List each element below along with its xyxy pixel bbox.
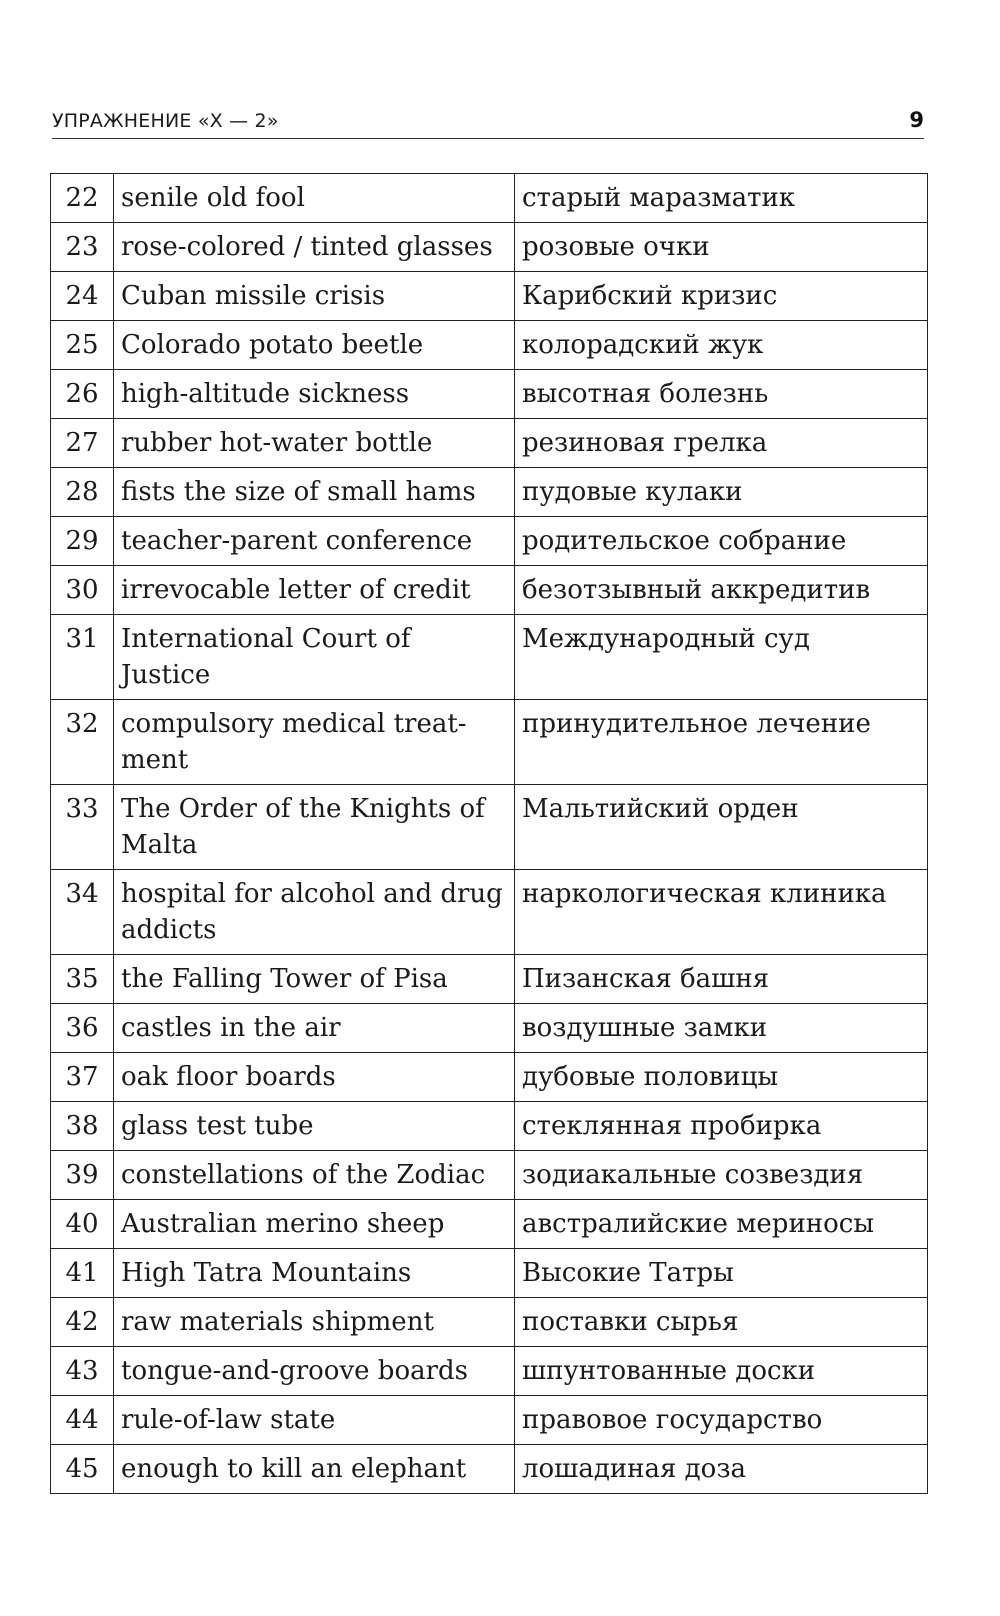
russian-term: принудительное лечение bbox=[515, 700, 928, 785]
russian-term: воздушные замки bbox=[515, 1004, 928, 1053]
page-number: 9 bbox=[909, 108, 924, 132]
row-number: 41 bbox=[51, 1249, 114, 1298]
row-number: 27 bbox=[51, 419, 114, 468]
row-number: 22 bbox=[51, 174, 114, 223]
row-number: 43 bbox=[51, 1347, 114, 1396]
table-row bbox=[51, 517, 928, 566]
russian-term: лошадиная доза bbox=[515, 1445, 928, 1494]
english-term: tongue-and-groove boards bbox=[114, 1347, 515, 1396]
table-row bbox=[51, 419, 928, 468]
russian-term: правовое государство bbox=[515, 1396, 928, 1445]
table-row bbox=[51, 1396, 928, 1445]
english-term: fists the size of small hams bbox=[114, 468, 515, 517]
english-term: irrevocable letter of credit bbox=[114, 566, 515, 615]
english-term: Australian merino sheep bbox=[114, 1200, 515, 1249]
table-row bbox=[51, 1347, 928, 1396]
english-term: compulsory medical treat-ment bbox=[114, 700, 515, 785]
table-row bbox=[51, 615, 928, 700]
russian-term: старый маразматик bbox=[515, 174, 928, 223]
table-row bbox=[51, 1200, 928, 1249]
english-term: the Falling Tower of Pisa bbox=[114, 955, 515, 1004]
russian-term: Карибский кризис bbox=[515, 272, 928, 321]
russian-term: пудовые кулаки bbox=[515, 468, 928, 517]
row-number: 31 bbox=[51, 615, 114, 700]
row-number: 38 bbox=[51, 1102, 114, 1151]
russian-term: поставки сырья bbox=[515, 1298, 928, 1347]
table-row bbox=[51, 870, 928, 955]
header-title: УПРАЖНЕНИЕ «X — 2» bbox=[52, 110, 279, 132]
row-number: 23 bbox=[51, 223, 114, 272]
row-number: 40 bbox=[51, 1200, 114, 1249]
row-number: 35 bbox=[51, 955, 114, 1004]
english-term: The Order of the Knights of Malta bbox=[114, 785, 515, 870]
english-term: castles in the air bbox=[114, 1004, 515, 1053]
table-row bbox=[51, 272, 928, 321]
table-row bbox=[51, 370, 928, 419]
row-number: 36 bbox=[51, 1004, 114, 1053]
row-number: 24 bbox=[51, 272, 114, 321]
table-row bbox=[51, 223, 928, 272]
row-number: 45 bbox=[51, 1445, 114, 1494]
row-number: 30 bbox=[51, 566, 114, 615]
row-number: 25 bbox=[51, 321, 114, 370]
table-row bbox=[51, 174, 928, 223]
russian-term: колорадский жук bbox=[515, 321, 928, 370]
row-number: 42 bbox=[51, 1298, 114, 1347]
running-header bbox=[52, 106, 924, 139]
english-term: oak floor boards bbox=[114, 1053, 515, 1102]
russian-term: резиновая грелка bbox=[515, 419, 928, 468]
table-row bbox=[51, 700, 928, 785]
table-row bbox=[51, 1298, 928, 1347]
russian-term: Международный суд bbox=[515, 615, 928, 700]
english-term: glass test tube bbox=[114, 1102, 515, 1151]
russian-term: наркологическая клиника bbox=[515, 870, 928, 955]
row-number: 28 bbox=[51, 468, 114, 517]
english-term: constellations of the Zodiac bbox=[114, 1151, 515, 1200]
english-term: teacher-parent conference bbox=[114, 517, 515, 566]
table-row bbox=[51, 1004, 928, 1053]
english-term: high-altitude sickness bbox=[114, 370, 515, 419]
english-term: rubber hot-water bottle bbox=[114, 419, 515, 468]
russian-term: Высокие Татры bbox=[515, 1249, 928, 1298]
terms-table bbox=[50, 173, 928, 1494]
english-term: International Court of Justice bbox=[114, 615, 515, 700]
russian-term: зодиакальные созвездия bbox=[515, 1151, 928, 1200]
english-term: Cuban missile crisis bbox=[114, 272, 515, 321]
russian-term: Пизанская башня bbox=[515, 955, 928, 1004]
english-term: senile old fool bbox=[114, 174, 515, 223]
table-row bbox=[51, 468, 928, 517]
row-number: 33 bbox=[51, 785, 114, 870]
russian-term: дубовые половицы bbox=[515, 1053, 928, 1102]
english-term: rule-of-law state bbox=[114, 1396, 515, 1445]
russian-term: розовые очки bbox=[515, 223, 928, 272]
table-row bbox=[51, 785, 928, 870]
russian-term: шпунтованные доски bbox=[515, 1347, 928, 1396]
row-number: 26 bbox=[51, 370, 114, 419]
table-row bbox=[51, 1445, 928, 1494]
row-number: 29 bbox=[51, 517, 114, 566]
table-row bbox=[51, 1249, 928, 1298]
row-number: 39 bbox=[51, 1151, 114, 1200]
english-term: High Tatra Mountains bbox=[114, 1249, 515, 1298]
row-number: 37 bbox=[51, 1053, 114, 1102]
russian-term: австралийские мериносы bbox=[515, 1200, 928, 1249]
english-term: rose-colored / tinted glasses bbox=[114, 223, 515, 272]
russian-term: стеклянная пробирка bbox=[515, 1102, 928, 1151]
russian-term: родительское собрание bbox=[515, 517, 928, 566]
terms-table-body bbox=[51, 174, 928, 1494]
table-row bbox=[51, 321, 928, 370]
english-term: raw materials shipment bbox=[114, 1298, 515, 1347]
table-row bbox=[51, 566, 928, 615]
english-term: Colorado potato beetle bbox=[114, 321, 515, 370]
english-term: hospital for alcohol and drug addicts bbox=[114, 870, 515, 955]
table-row bbox=[51, 1102, 928, 1151]
row-number: 44 bbox=[51, 1396, 114, 1445]
table-row bbox=[51, 1151, 928, 1200]
row-number: 32 bbox=[51, 700, 114, 785]
russian-term: безотзывный аккредитив bbox=[515, 566, 928, 615]
table-row bbox=[51, 1053, 928, 1102]
russian-term: Мальтийский орден bbox=[515, 785, 928, 870]
russian-term: высотная болезнь bbox=[515, 370, 928, 419]
english-term: enough to kill an elephant bbox=[114, 1445, 515, 1494]
table-row bbox=[51, 955, 928, 1004]
row-number: 34 bbox=[51, 870, 114, 955]
